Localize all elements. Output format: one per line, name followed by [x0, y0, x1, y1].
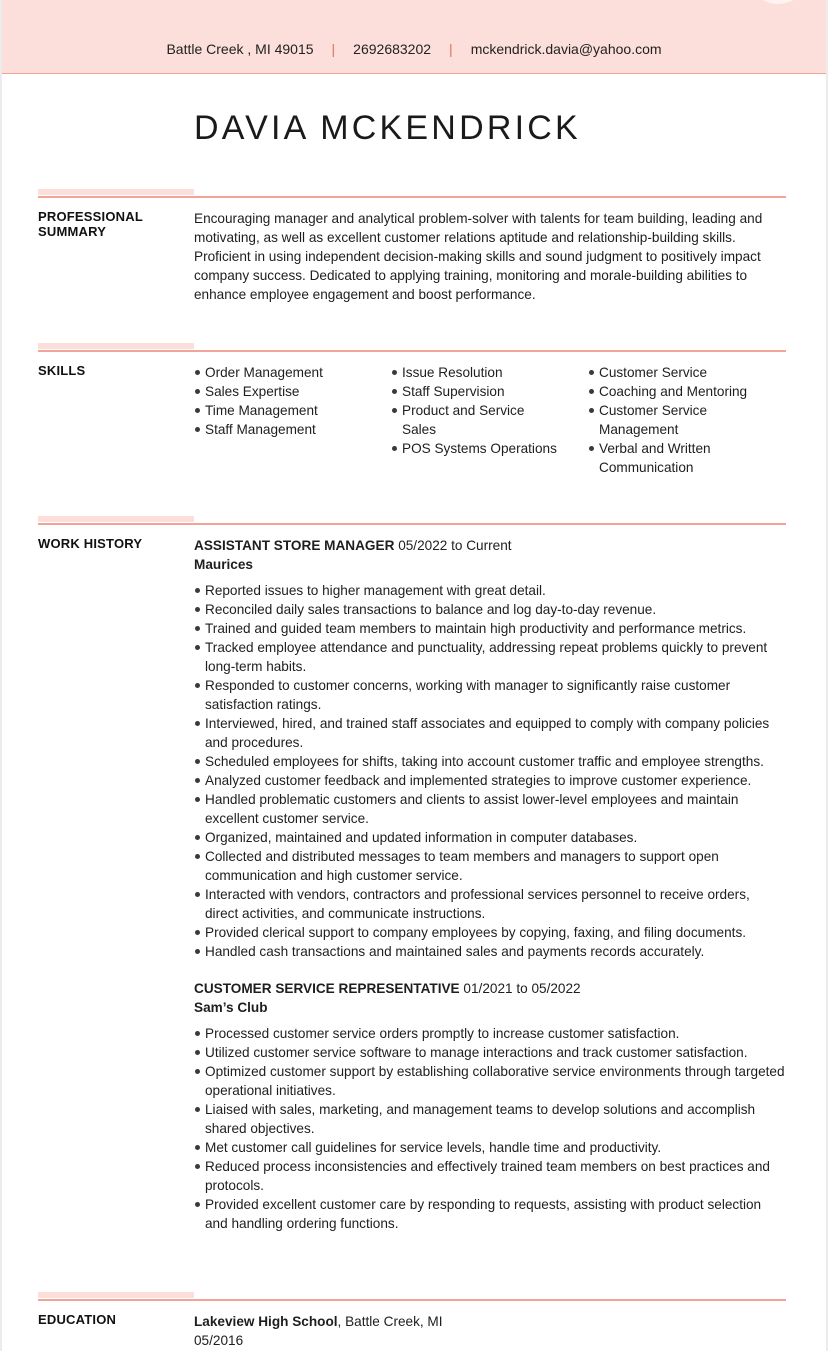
job-dates: 05/2022 to Current [398, 538, 512, 553]
contact-row [2, 40, 826, 58]
skill-item: Customer Service [588, 363, 785, 382]
section-title: SKILLS [38, 363, 86, 378]
education-line [194, 1312, 786, 1331]
job-entry [194, 536, 786, 961]
job-bullet: Analyzed customer feedback and implemented strategies to improve customer experience. [194, 771, 786, 790]
skill-item: Issue Resolution [391, 363, 588, 382]
job-bullet: Collected and distributed messages to team members and managers to support open communication and high customer service. [194, 847, 786, 885]
job-bullet: Met customer call guidelines for service levels, handle time and productivity. [194, 1138, 786, 1157]
section-title: PROFESSIONAL SUMMARY [38, 209, 143, 239]
skill-item: Verbal and Written Communication [588, 439, 785, 477]
contact-separator: | [449, 41, 453, 57]
job-company: Sam’s Club [194, 1000, 268, 1015]
skills-column [194, 363, 391, 477]
work-history-body [194, 536, 786, 1251]
section-tab [38, 1292, 194, 1298]
education-body [194, 1312, 786, 1350]
contact-header [2, 0, 826, 74]
job-bullet: Reduced process inconsistencies and effectively trained team members on best practices and protocols. [194, 1157, 786, 1195]
section-professional-summary [38, 189, 786, 314]
candidate-name: DAVIA MCKENDRICK [194, 109, 581, 147]
job-header [194, 979, 786, 998]
education-location: , Battle Creek, MI [337, 1314, 443, 1329]
section-title: WORK HISTORY [38, 536, 143, 551]
job-bullet: Reported issues to higher management with great detail. [194, 581, 786, 600]
section-skills [38, 343, 786, 493]
section-title: EDUCATION [38, 1312, 117, 1327]
job-company: Maurices [194, 557, 253, 572]
section-divider [38, 1299, 786, 1301]
education-date: 05/2016 [194, 1333, 244, 1348]
job-bullet: Utilized customer service software to manage interactions and track customer satisfaction. [194, 1043, 786, 1062]
skill-item: Time Management [194, 401, 391, 420]
job-bullet: Processed customer service orders promptly to increase customer satisfaction. [194, 1024, 786, 1043]
job-bullets [194, 581, 786, 961]
page-edge-left [0, 0, 2, 1351]
section-tab [38, 343, 194, 349]
job-bullet: Optimized customer support by establishing collaborative service environments through targeted operational initiatives. [194, 1062, 786, 1100]
skills-column [588, 363, 785, 477]
job-bullet: Organized, maintained and updated information in computer databases. [194, 828, 786, 847]
job-title: CUSTOMER SERVICE REPRESENTATIVE [194, 981, 460, 996]
section-tab [38, 516, 194, 522]
contact-separator: | [331, 41, 336, 57]
section-divider [38, 523, 786, 525]
job-bullet: Liaised with sales, marketing, and management teams to develop solutions and accomplish shared objectives. [194, 1100, 786, 1138]
job-bullet: Tracked employee attendance and punctuality, addressing repeat problems quickly to prevent long-term habits. [194, 638, 786, 676]
job-bullets [194, 1024, 786, 1233]
skill-item: Customer Service Management [588, 401, 785, 439]
skills-column [391, 363, 588, 477]
job-bullet: Handled problematic customers and clients to assist lower-level employees and maintain excellent customer service. [194, 790, 786, 828]
skill-item: POS Systems Operations [391, 439, 588, 458]
job-bullet: Interviewed, hired, and trained staff associates and equipped to comply with company policies and procedures. [194, 714, 786, 752]
job-dates: 01/2021 to 05/2022 [463, 981, 581, 996]
skill-item: Staff Supervision [391, 382, 588, 401]
job-bullet: Provided excellent customer care by responding to requests, assisting with product selection and handling ordering functions. [194, 1195, 786, 1233]
skill-item: Staff Management [194, 420, 391, 439]
job-bullet: Responded to customer concerns, working with manager to significantly raise customer satisfaction ratings. [194, 676, 786, 714]
job-bullet: Interacted with vendors, contractors and professional services personnel to receive orders, direct activities, and communicate instructions. [194, 885, 786, 923]
section-tab [38, 189, 194, 195]
summary-text: Encouraging manager and analytical problem-solver with talents for team building, leading and motivating, as well as excellent customer relations aptitude and relationship-building skills. Proficient in using independent decision-making skills and sound judgment to positively impact company success. Dedicated to applying training, monitoring and morale-building abilities to enhance employee engagement and boost performance. [194, 211, 763, 302]
skill-item: Coaching and Mentoring [588, 382, 785, 401]
job-entry [194, 979, 786, 1233]
job-bullet: Handled cash transactions and maintained sales and payments records accurately. [194, 942, 786, 961]
job-bullet: Reconciled daily sales transactions to balance and log day-to-day revenue. [194, 600, 786, 619]
job-title: ASSISTANT STORE MANAGER [194, 538, 395, 553]
contact-phone: 2692683202 [353, 41, 432, 57]
section-divider [38, 196, 786, 198]
skill-item: Sales Expertise [194, 382, 391, 401]
skill-item: Order Management [194, 363, 391, 382]
skills-columns [194, 363, 786, 477]
section-divider [38, 350, 786, 352]
contact-location: Battle Creek , MI 49015 [166, 41, 314, 57]
skills-body [194, 363, 786, 477]
contact-email[interactable]: mckendrick.davia@yahoo.com [470, 41, 662, 57]
section-work-history [38, 516, 786, 1276]
job-bullet: Scheduled employees for shifts, taking into account customer traffic and employee strengths. [194, 752, 786, 771]
job-bullet: Trained and guided team members to maintain high productivity and performance metrics. [194, 619, 786, 638]
skill-item: Product and Service Sales [391, 401, 588, 439]
job-header [194, 536, 786, 555]
job-bullet: Provided clerical support to company employees by copying, faxing, and filing documents. [194, 923, 786, 942]
summary-body [194, 209, 786, 304]
education-school: Lakeview High School [194, 1314, 338, 1329]
decorative-circle [750, 0, 806, 4]
section-education [38, 1292, 786, 1351]
